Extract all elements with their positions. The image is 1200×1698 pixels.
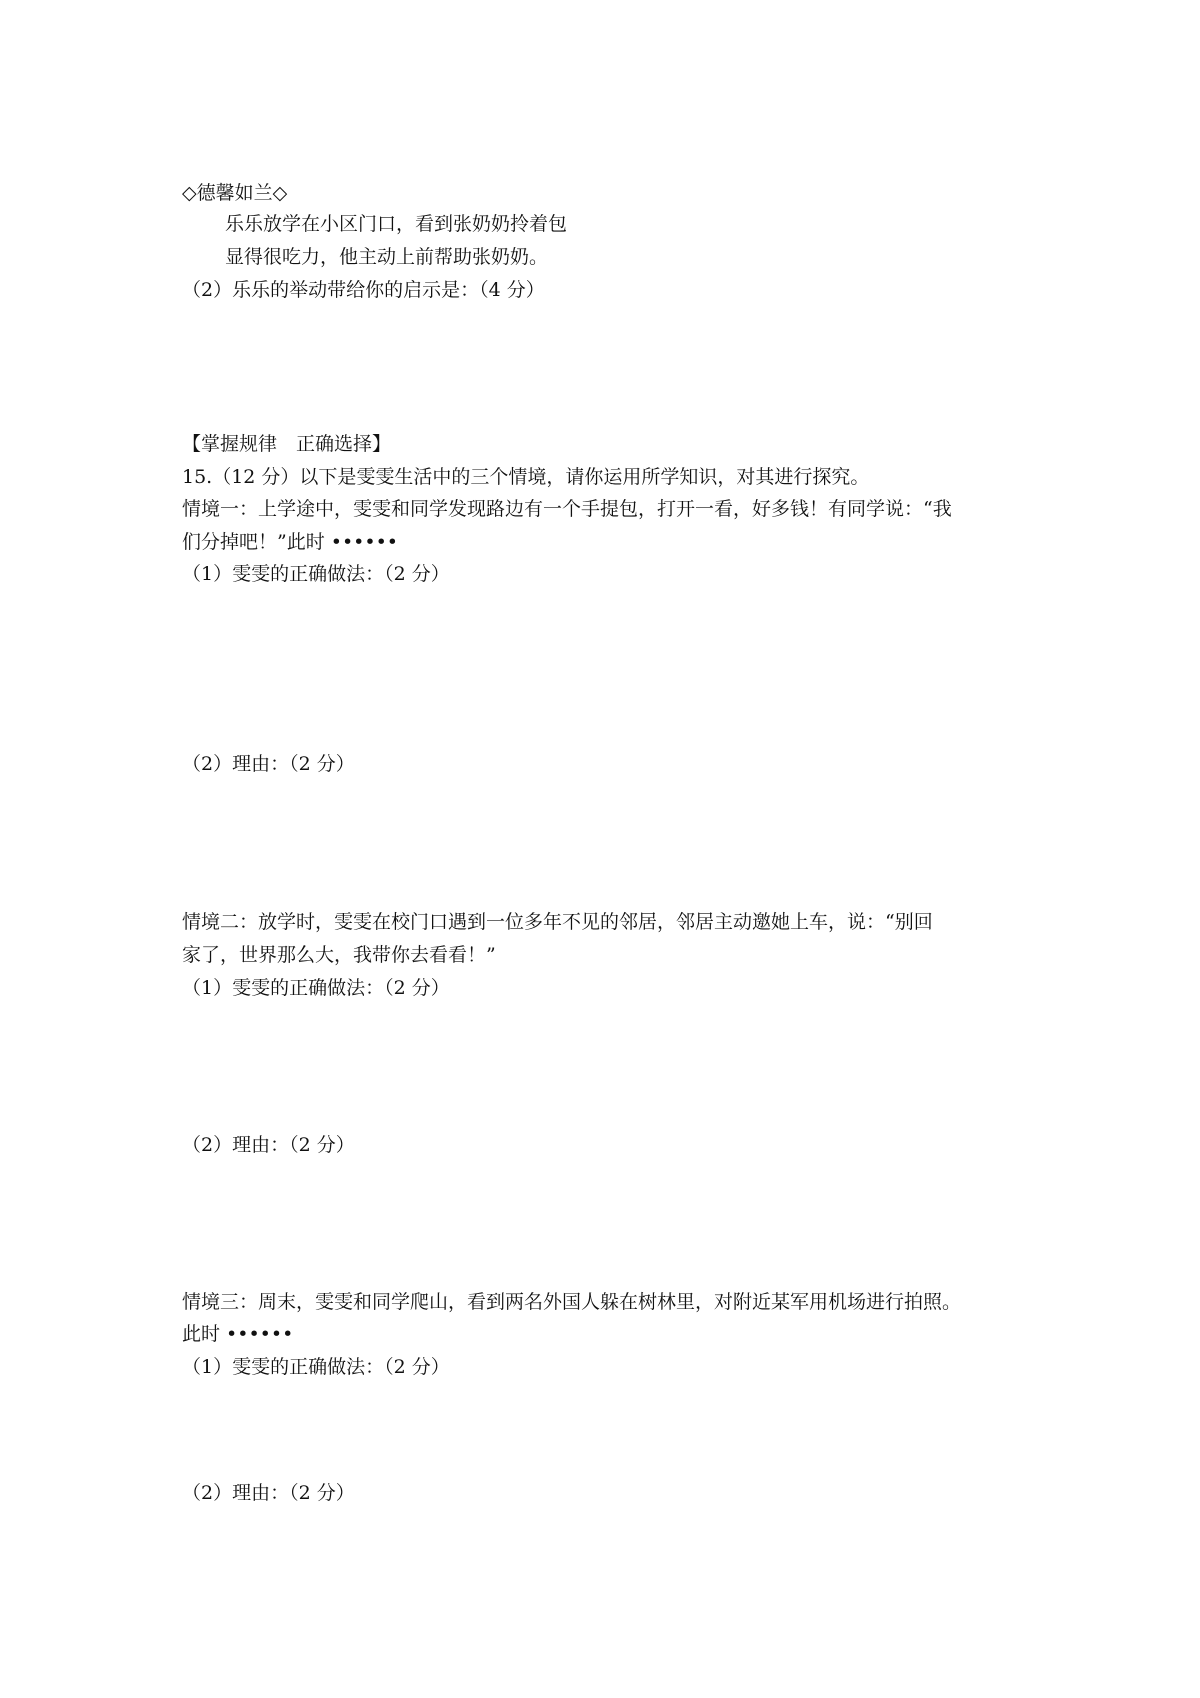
- scenario-1-question-1: （1）雯雯的正确做法：（2 分）: [182, 563, 450, 585]
- scenario-1-line-2: 们分掉吧！”此时 ••••••: [182, 531, 398, 553]
- scenario-3-question-1: （1）雯雯的正确做法：（2 分）: [182, 1356, 450, 1378]
- scenario-3-line-2: 此时 ••••••: [182, 1323, 294, 1345]
- scenario-2-question-2: （2）理由：（2 分）: [182, 1134, 355, 1156]
- scenario-1-line-1: 情境一：上学途中，雯雯和同学发现路边有一个手提包，打开一看，好多钱！有同学说：“我: [182, 498, 952, 520]
- scenario-3-line-1: 情境三：周末，雯雯和同学爬山，看到两名外国人躲在树林里，对附近某军用机场进行拍照。: [182, 1291, 962, 1313]
- story-line-1: 乐乐放学在小区门口，看到张奶奶拎着包: [225, 213, 568, 235]
- section-heading-rules: 【掌握规律 正确选择】: [182, 433, 392, 455]
- scenario-2-line-2: 家了，世界那么大，我带你去看看！”: [182, 944, 496, 966]
- scenario-2-line-1: 情境二：放学时，雯雯在校门口遇到一位多年不见的邻居，邻居主动邀她上车，说：“别回: [182, 911, 933, 933]
- section-heading-dexin: ◇德馨如兰◇: [182, 182, 288, 204]
- scenario-1-question-2: （2）理由：（2 分）: [182, 753, 355, 775]
- question-15-intro: 15.（12 分）以下是雯雯生活中的三个情境，请你运用所学知识，对其进行探究。: [182, 466, 870, 488]
- question-2-revelation: （2）乐乐的举动带给你的启示是：（4 分）: [182, 279, 545, 301]
- scenario-3-question-2: （2）理由：（2 分）: [182, 1482, 355, 1504]
- story-line-2: 显得很吃力，他主动上前帮助张奶奶。: [225, 246, 549, 268]
- scenario-2-question-1: （1）雯雯的正确做法：（2 分）: [182, 977, 450, 999]
